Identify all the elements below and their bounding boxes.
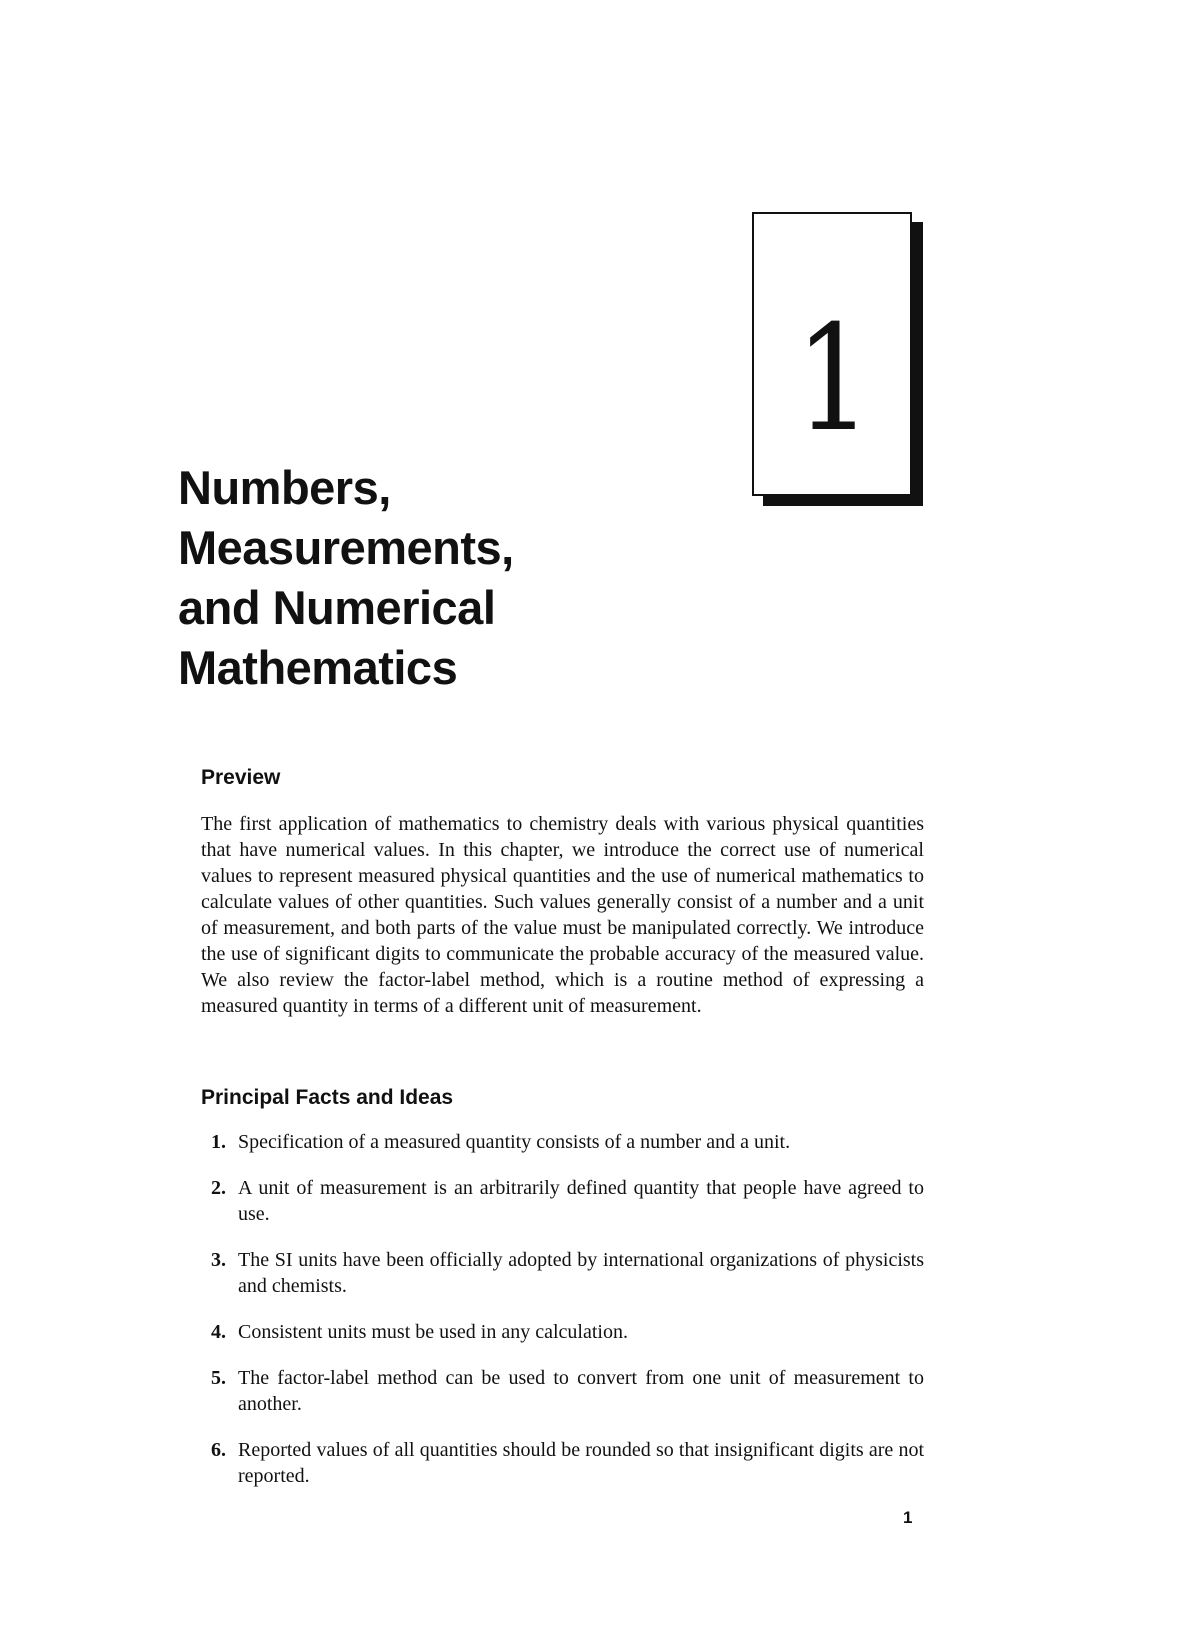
fact-text: A unit of measurement is an arbitrarily defined quantity that people have agreed to use. (238, 1177, 924, 1225)
fact-number: 4. (211, 1321, 226, 1343)
chapter-number: 1 (795, 294, 869, 464)
chapter-title-line: Mathematics (178, 641, 458, 694)
chapter-title-line: Numbers, (178, 461, 391, 514)
fact-text: The SI units have been officially adopted by international organizations of physicists and chemists. (238, 1249, 924, 1297)
chapter-title-line: Measurements, (178, 521, 514, 574)
principal-facts-list (201, 1129, 924, 1489)
fact-item (201, 1129, 924, 1155)
fact-number: 1. (211, 1131, 226, 1153)
preview-section (201, 765, 924, 1019)
fact-number: 6. (211, 1439, 226, 1461)
principal-facts-heading: Principal Facts and Ideas (201, 1086, 454, 1109)
fact-text: The factor-label method can be used to convert from one unit of measurement to another. (238, 1367, 924, 1415)
fact-text: Specification of a measured quantity consists of a number and a unit. (238, 1131, 791, 1153)
preview-heading: Preview (201, 766, 281, 789)
fact-item (201, 1319, 924, 1345)
chapter-title (178, 458, 638, 698)
fact-item (201, 1365, 924, 1417)
fact-number: 3. (211, 1249, 226, 1271)
fact-text: Consistent units must be used in any calculation. (238, 1321, 628, 1343)
fact-number: 2. (211, 1177, 226, 1199)
principal-facts-section (201, 1085, 924, 1509)
page-number: 1 (903, 1508, 913, 1527)
chapter-number-box (752, 212, 912, 496)
fact-text: Reported values of all quantities should be rounded so that insignificant digits are not reported. (238, 1439, 924, 1487)
fact-item (201, 1175, 924, 1227)
fact-item (201, 1437, 924, 1489)
fact-item (201, 1247, 924, 1299)
fact-number: 5. (211, 1367, 226, 1389)
chapter-title-line: and Numerical (178, 581, 496, 634)
preview-paragraph: The first application of mathematics to chemistry deals with various physical quantities that have numerical values. In this chapter, we introduce the correct use of numerical values to represent measured physical quantities and the use of numerical mathematics to calculate values of other quantities. Such values generally consist of a number and a unit of measurement, and both parts of the value must be manipulated correctly. We introduce the use of significant digits to communicate the probable accuracy of the measured value. We also review the factor-label method, which is a routine method of expressing a measured quantity in terms of a different unit of measurement. (201, 813, 924, 1017)
